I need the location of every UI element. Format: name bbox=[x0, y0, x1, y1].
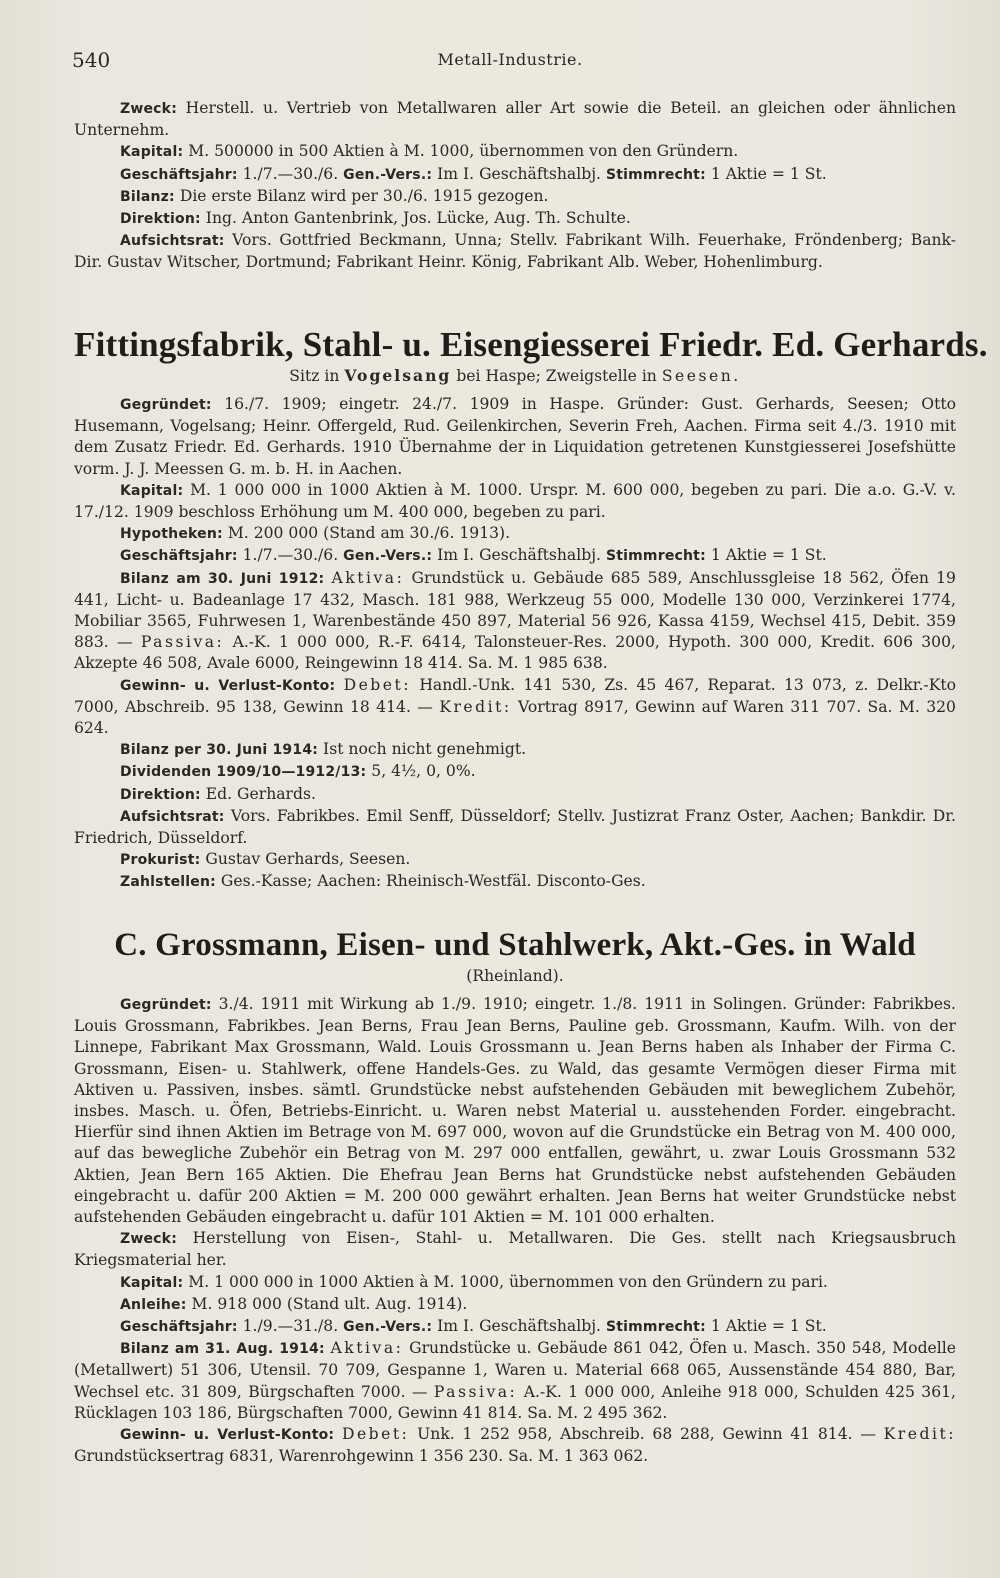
entry-body bbox=[74, 394, 956, 894]
gj-text: 1./9.—31./8. bbox=[242, 1317, 339, 1336]
aktiva-label: Aktiva: bbox=[330, 1339, 404, 1358]
geschaeftsjahr-paragraph bbox=[74, 1316, 956, 1338]
entry-title: C. Grossmann, Eisen- und Stahlwerk, Akt.-Ges. in Wald bbox=[114, 927, 916, 963]
aktiva-label: Aktiva: bbox=[331, 568, 405, 587]
div-label: Dividenden 1909/10—1912/13: bbox=[120, 764, 367, 781]
anl-label: Anleihe: bbox=[120, 1296, 187, 1313]
anleihe-paragraph bbox=[74, 1294, 956, 1316]
bilanz-label: Bilanz am 31. Aug. 1914: bbox=[120, 1341, 325, 1358]
entry-gerhards bbox=[74, 324, 988, 894]
guv-label: Gewinn- u. Verlust-Konto: bbox=[120, 1427, 335, 1444]
ar-label: Aufsichtsrat: bbox=[120, 808, 225, 825]
gegr-text: 16./7. 1909; eingetr. 24./7. 1909 in Haspe. Gründer: Gust. Gerhards, Seesen; Otto Husemann, Vogelsang; Heinr. Offergeld, Rud. Geilenkirchen, Severin Freh, Aachen. Firma seit 4./3. 1910 mit dem Zusatz Friedr. Ed. Gerhards. 1910 Übernahme der in Liquidation getretenen Kunstgiesserei Josefshütte vorm. J. J. Meessen G. m. b. H. in Aachen. bbox=[74, 395, 956, 478]
bilanz-label: Bilanz am 30. Juni 1912: bbox=[120, 570, 325, 587]
hyp-text: M. 200 000 (Stand am 30./6. 1913). bbox=[227, 524, 511, 543]
gj-label: Geschäftsjahr: bbox=[120, 1319, 238, 1336]
gegr-label: Gegründet: bbox=[120, 997, 212, 1013]
zweck-label: Zweck: bbox=[120, 101, 177, 117]
gj-label: Geschäftsjahr: bbox=[120, 166, 238, 183]
subtitle-pre: Sitz in bbox=[289, 367, 340, 385]
kapital-text: M. 500000 in 500 Aktien à M. 1000, übernommen von den Gründern. bbox=[188, 142, 739, 161]
subtitle-location: Vogelsang bbox=[344, 366, 452, 385]
kapital-paragraph bbox=[74, 141, 956, 163]
prok-text: Gustav Gerhards, Seesen. bbox=[205, 850, 411, 869]
zweck-text: Herstellung von Eisen-, Stahl- u. Metallwaren. Die Ges. stellt nach Kriegsausbruch Kriegsmaterial her. bbox=[74, 1229, 956, 1270]
entry-subtitle: (Rheinland). bbox=[466, 967, 564, 985]
gv-label: Gen.-Vers.: bbox=[343, 1319, 433, 1336]
debet-label: Debet: bbox=[343, 675, 412, 694]
kredit-text: Grundstücksertrag 6831, Warenrohgewinn 1 356 230. Sa. M. 1 363 062. bbox=[74, 1447, 649, 1466]
passiva-label: Passiva: bbox=[433, 1382, 518, 1401]
kapital-text: M. 1 000 000 in 1000 Aktien à M. 1000, übernommen von den Gründern zu pari. bbox=[188, 1272, 828, 1291]
ar-text: Vors. Gottfried Beckmann, Unna; Stellv. Fabrikant Wilh. Feuerhake, Fröndenberg; Bank-Dir. Gustav Witscher, Dortmund; Fabrikant Heinr. König, Fabrikant Alb. Weber, Hohenlimburg. bbox=[74, 231, 956, 272]
dir-label: Direktion: bbox=[120, 786, 201, 803]
hyp-label: Hypotheken: bbox=[120, 526, 223, 543]
bilanz-paragraph bbox=[74, 1338, 956, 1424]
passiva-text: A.-K. 1 000 000, Anleihe 918 000, Schulden 425 361, Rücklagen 103 186, Bürgschaften 7000, Gewinn 41 814. Sa. M. 2 495 362. bbox=[74, 1382, 956, 1422]
zahl-label: Zahlstellen: bbox=[120, 874, 216, 891]
kapital-paragraph bbox=[74, 1272, 956, 1294]
zahlstellen-paragraph bbox=[74, 871, 956, 893]
guv-paragraph bbox=[74, 1424, 956, 1467]
kapital-paragraph bbox=[74, 480, 956, 523]
st-label: Stimmrecht: bbox=[605, 548, 706, 565]
bilanz-1914-paragraph bbox=[74, 739, 956, 761]
prokurist-paragraph bbox=[74, 849, 956, 871]
aktiva-text: Grundstücke u. Gebäude 861 042, Öfen u. Masch. 350 548, Modelle (Metallwert) 51 306, Utensil. 70 709, Gespanne 1, Waren u. Material 668 065, Aussenstände 454 880, Bar, Wechsel etc. 31 809, Bürgschaften 7000. — bbox=[74, 1339, 956, 1401]
gv-text: Im I. Geschäftshalbj. bbox=[437, 164, 601, 183]
gv-label: Gen.-Vers.: bbox=[343, 548, 433, 565]
entry-grossmann bbox=[74, 924, 956, 1467]
debet-text: Handl.-Unk. 141 530, Zs. 45 467, Reparat. 13 073, z. Delkr.-Kto 7000, Abschreib. 95 138, Gewinn 18 414. — bbox=[74, 675, 956, 716]
entry-body bbox=[74, 994, 956, 1467]
subtitle-location-2: Seesen. bbox=[661, 367, 741, 385]
kredit-text: Vortrag 8917, Gewinn auf Waren 311 707. Sa. M. 320 624. bbox=[74, 697, 956, 738]
gegruendet-paragraph bbox=[74, 394, 956, 480]
direktion-paragraph bbox=[74, 208, 956, 230]
prok-label: Prokurist: bbox=[120, 852, 201, 869]
kapital-label: Kapital: bbox=[120, 144, 184, 161]
kapital-label: Kapital: bbox=[120, 482, 184, 499]
geschaeftsjahr-paragraph bbox=[74, 545, 956, 567]
guv-paragraph bbox=[74, 675, 956, 740]
running-header bbox=[72, 44, 948, 78]
kapital-text: M. 1 000 000 in 1000 Aktien à M. 1000. Urspr. M. 600 000, begeben zu pari. Die a.o. G.-V. v. 17./12. 1909 beschloss Erhöhung um M. 400 000, begeben zu pari. bbox=[74, 480, 956, 522]
aufsichtsrat-paragraph bbox=[74, 806, 956, 849]
st-text: 1 Aktie = 1 St. bbox=[710, 164, 827, 183]
st-text: 1 Aktie = 1 St. bbox=[710, 546, 827, 565]
entry-continuation bbox=[74, 98, 956, 274]
dir-text: Ing. Anton Gantenbrink, Jos. Lücke, Aug. Th. Schulte. bbox=[205, 209, 631, 228]
dir-label: Direktion: bbox=[120, 211, 201, 228]
gegr-text: 3./4. 1911 mit Wirkung ab 1./9. 1910; eingetr. 1./8. 1911 in Solingen. Gründer: Fabrikbes. Louis Grossmann, Fabrikbes. Jean Berns, Frau Jean Berns, Pauline geb. Grossmann, Kaufm. Wilh. von der Linnepe, Fabrikant Max Grossmann, Wald. Louis Grossmann u. Jean Berns haben als Inhaber der Firma C. Grossmann, Eisen- u. Stahlwerk, offene Handels-Ges. zu Wald, das gesamte Vermögen dieser Firma mit Aktiven u. Passiven, insbes. sämtl. Grundstücke nebst aufstehenden Gebäuden mit beweglichem Zubehör, insbes. Masch. u. Öfen, Betriebs-Einricht. u. Waren nebst Material u. ausstehenden Forder. eingebracht. Hierfür sind ihnen Aktien im Betrage von M. 697 000, wovon auf die Grundstücke ein Betrag von M. 400 000, auf das bewegliche Zubehör ein Betrag von M. 297 000 entfallen, gewährt, u. zwar Louis Grossmann 532 Aktien, Jean Bern 165 Aktien. Die Ehefrau Jean Berns hat Grundstücke nebst aufstehenden Gebäuden eingebracht u. dafür 200 Aktien = M. 200 000 gewährt erhalten. Jean Berns hat weiter Grundstücke nebst aufstehenden Gebäuden eingebracht u. dafür 101 Aktien = M. 101 000 erhalten. bbox=[74, 995, 956, 1227]
geschaeftsjahr-paragraph bbox=[74, 164, 956, 186]
bilanz-text: Die erste Bilanz wird per 30./6. 1915 gezogen. bbox=[179, 186, 549, 205]
bilanz14-text: Ist noch nicht genehmigt. bbox=[323, 740, 527, 759]
passiva-label: Passiva: bbox=[140, 633, 225, 652]
anl-text: M. 918 000 (Stand ult. Aug. 1914). bbox=[191, 1294, 468, 1313]
st-label: Stimmrecht: bbox=[605, 1319, 706, 1336]
ar-label: Aufsichtsrat: bbox=[120, 233, 225, 250]
zweck-label: Zweck: bbox=[120, 1231, 177, 1248]
gj-label: Geschäftsjahr: bbox=[120, 548, 238, 565]
debet-text: Unk. 1 252 958, Abschreib. 68 288, Gewinn 41 814. — bbox=[417, 1425, 876, 1444]
zahl-text: Ges.-Kasse; Aachen: Rheinisch-Westfäl. Disconto-Ges. bbox=[220, 872, 646, 891]
gegruendet-paragraph bbox=[74, 994, 956, 1228]
div-text: 5, 4½, 0, 0%. bbox=[371, 762, 476, 781]
zweck-paragraph bbox=[74, 98, 956, 141]
gj-text: 1./7.—30./6. bbox=[242, 164, 339, 183]
kredit-label: Kredit: bbox=[883, 1425, 956, 1444]
gv-label: Gen.-Vers.: bbox=[343, 166, 433, 183]
aufsichtsrat-paragraph bbox=[74, 230, 956, 273]
guv-label: Gewinn- u. Verlust-Konto: bbox=[120, 677, 336, 694]
gv-text: Im I. Geschäftshalbj. bbox=[437, 1317, 601, 1336]
dir-text: Ed. Gerhards. bbox=[205, 784, 316, 803]
zweck-text: Herstell. u. Vertrieb von Metallwaren aller Art sowie die Beteil. an gleichen oder ähnlichen Unternehm. bbox=[74, 99, 956, 140]
ar-text: Vors. Fabrikbes. Emil Senff, Düsseldorf; Stellv. Justizrat Franz Oster, Aachen; Bankdir. Dr. Friedrich, Düsseldorf. bbox=[74, 806, 956, 848]
bilanz-paragraph bbox=[74, 186, 956, 208]
bilanz14-label: Bilanz per 30. Juni 1914: bbox=[120, 742, 319, 759]
entry-title: Fittingsfabrik, Stahl- u. Eisengiesserei Friedr. Ed. Gerhards. bbox=[74, 325, 988, 364]
page-number: 540 bbox=[72, 48, 111, 72]
gj-text: 1./7.—30./6. bbox=[242, 546, 339, 565]
hypotheken-paragraph bbox=[74, 523, 956, 545]
entry-subtitle bbox=[74, 366, 956, 386]
st-label: Stimmrecht: bbox=[605, 166, 706, 183]
subtitle-post: bei Haspe; Zweigstelle in bbox=[456, 367, 657, 385]
kapital-label: Kapital: bbox=[120, 1274, 184, 1291]
aktiva-text: Grundstück u. Gebäude 685 589, Anschlussgleise 18 562, Öfen 19 441, Licht- u. Badeanlage 17 432, Masch. 181 988, Werkzeug 55 000, Modelle 130 000, Verzinkerei 1774, Mobiliar 3565, Fuhrwesen 1, Warenbestände 450 897, Material 56 926, Kassa 4159, Wechsel 415, Debit. 359 883. — bbox=[74, 568, 956, 652]
gegr-label: Gegründet: bbox=[120, 397, 212, 413]
running-title: Metall-Industrie. bbox=[437, 50, 583, 69]
dividenden-paragraph bbox=[74, 761, 956, 783]
st-text: 1 Aktie = 1 St. bbox=[710, 1317, 827, 1336]
bilanz-paragraph bbox=[74, 568, 956, 675]
direktion-paragraph bbox=[74, 784, 956, 806]
zweck-paragraph bbox=[74, 1228, 956, 1271]
debet-label: Debet: bbox=[341, 1425, 410, 1444]
passiva-text: A.-K. 1 000 000, R.-F. 6414, Talonsteuer-Res. 2000, Hypoth. 300 000, Kredit. 606 300, Akzepte 46 508, Avale 6000, Reingewinn 18 414. Sa. M. 1 985 638. bbox=[74, 633, 956, 673]
bilanz-label: Bilanz: bbox=[120, 188, 175, 205]
kredit-label: Kredit: bbox=[439, 697, 512, 716]
gv-text: Im I. Geschäftshalbj. bbox=[437, 546, 601, 565]
